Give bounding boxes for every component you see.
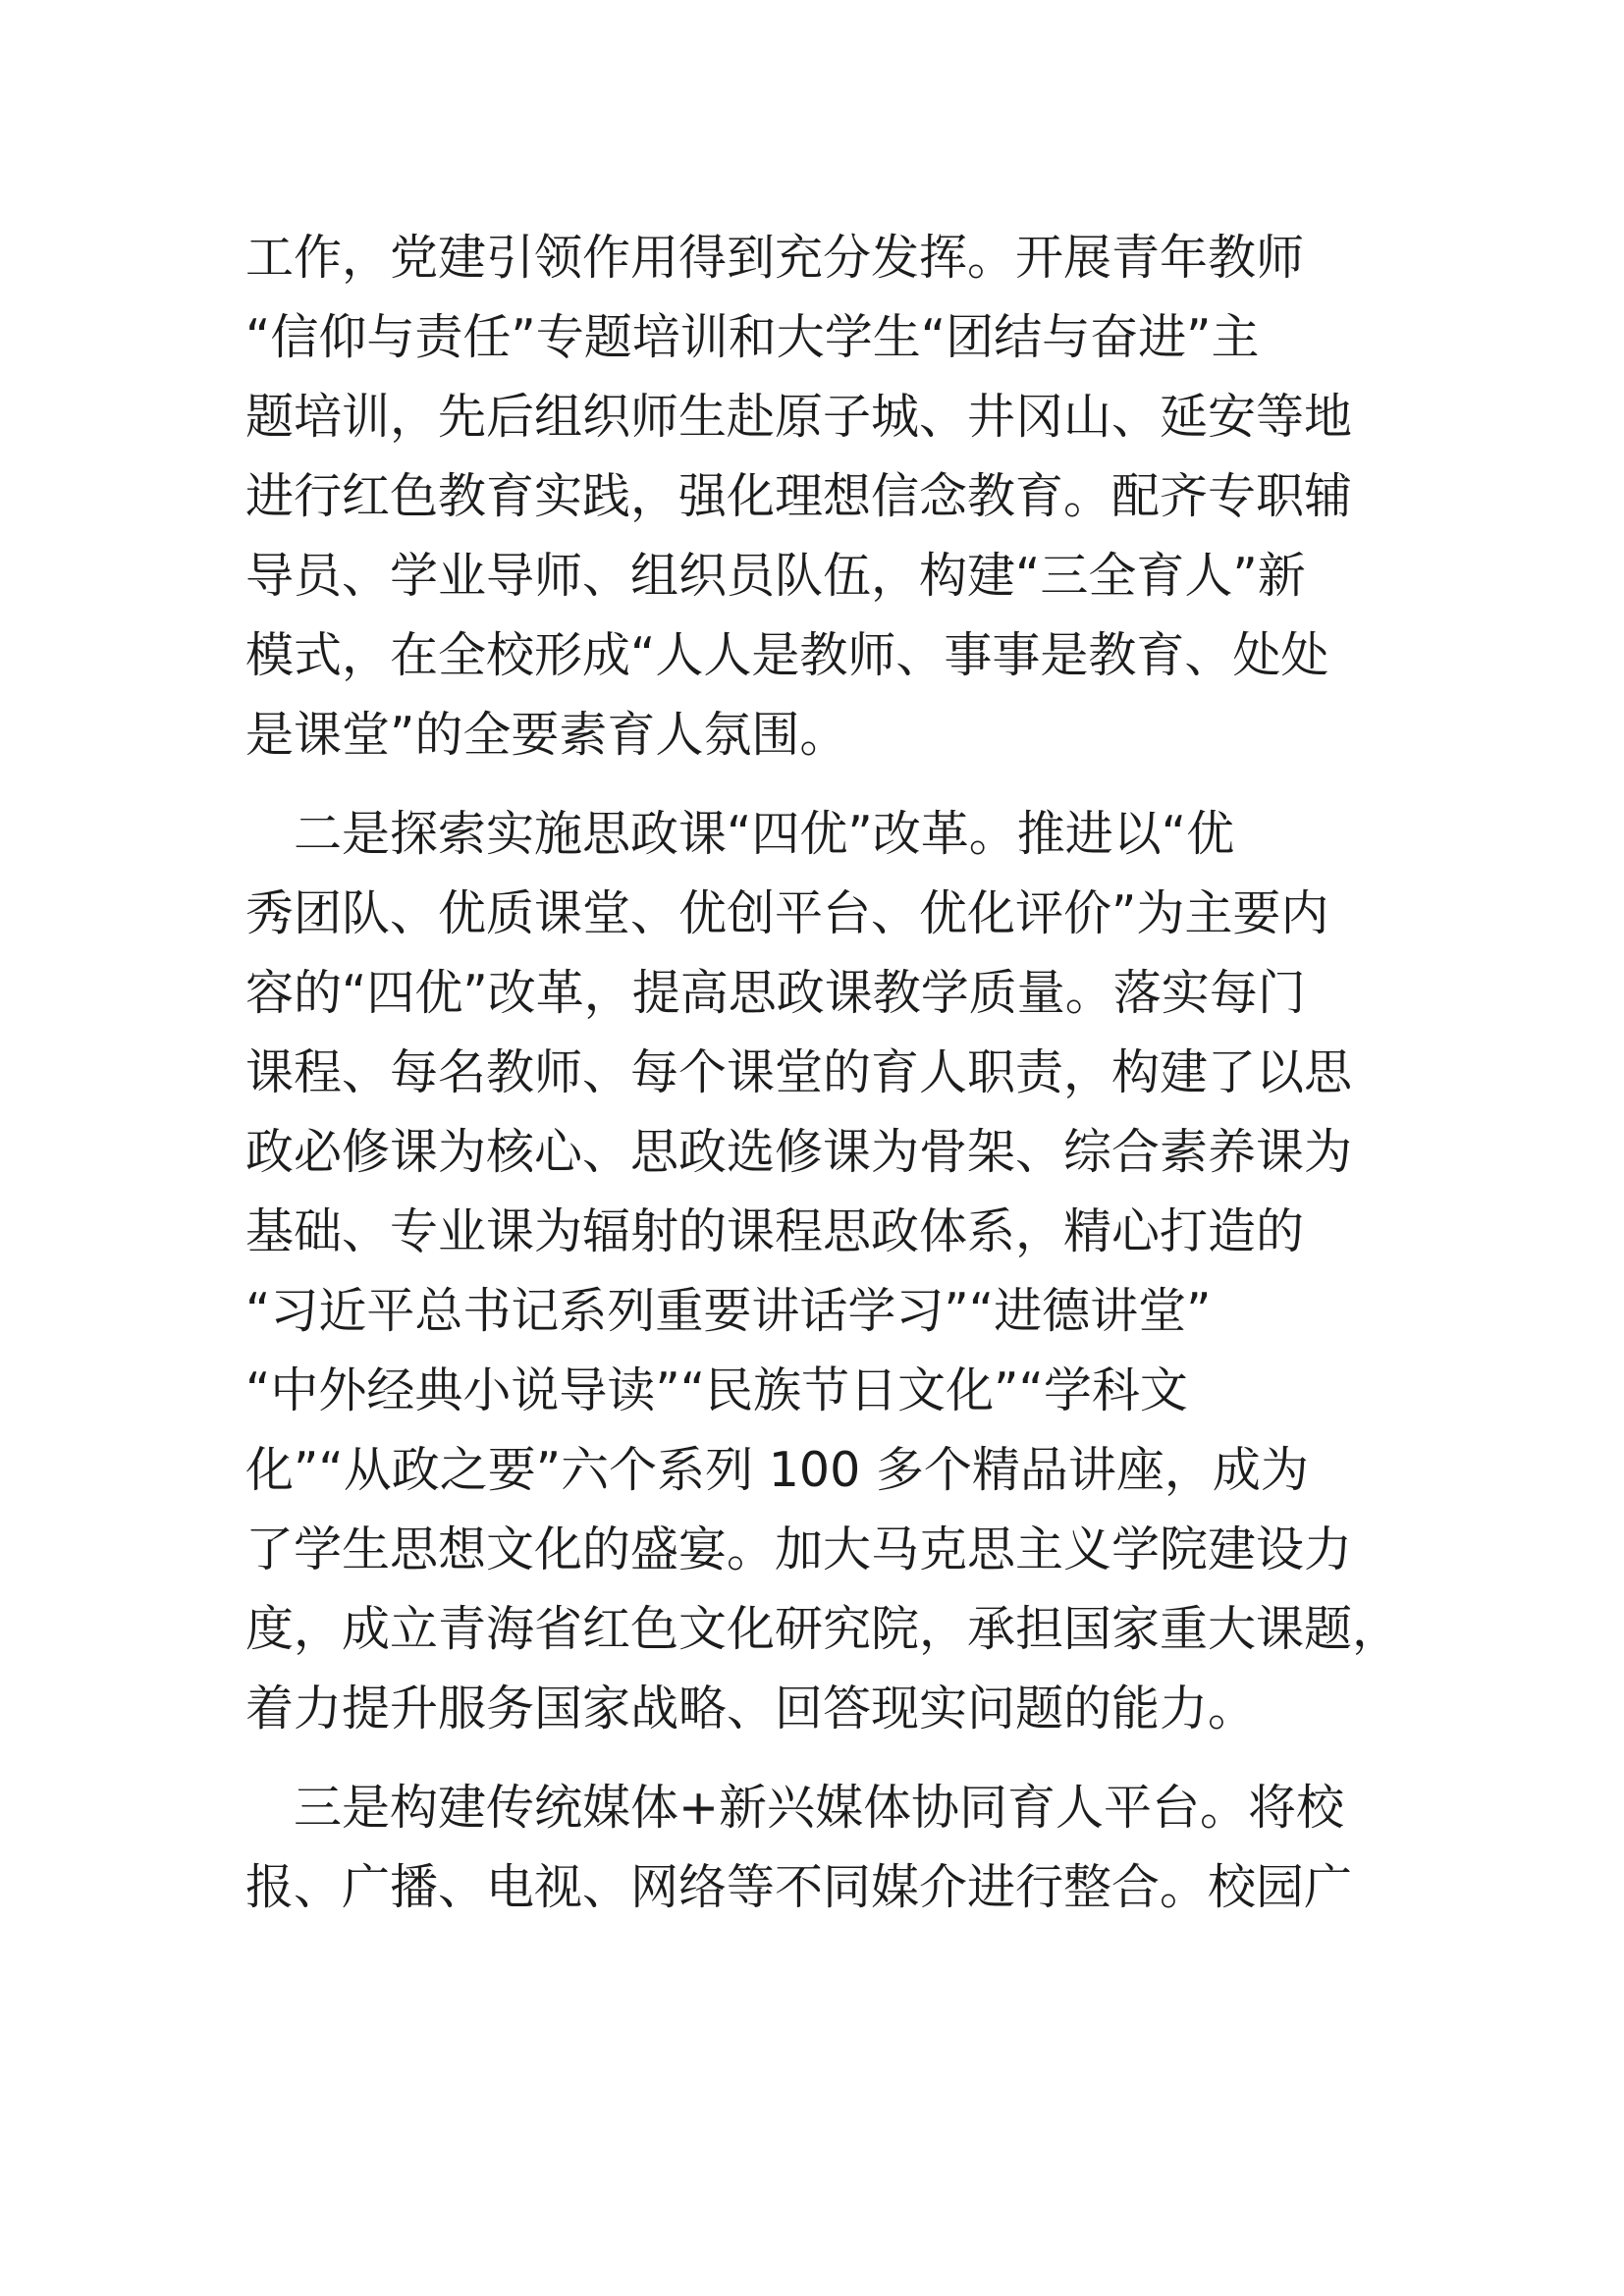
- text-line: 政必修课为核心、思政选修课为骨架、综合素养课为: [245, 1124, 1353, 1180]
- text-line: 工作，党建引领作用得到充分发挥。开展青年教师: [245, 230, 1305, 286]
- paragraph-3: [245, 1768, 1389, 1927]
- text-line: “习近平总书记系列重要讲话学习”“进德讲堂”: [245, 1283, 1212, 1339]
- paragraph-spacing: [245, 774, 1389, 794]
- text-line: 是课堂”的全要素育人氛围。: [245, 707, 848, 763]
- paragraph-spacing: [245, 1748, 1389, 1768]
- paragraph-2: [245, 794, 1401, 1748]
- text-line: “中外经典小说导读”“民族节日文化”“学科文: [245, 1362, 1188, 1418]
- text-line: 题培训，先后组织师生赴原子城、井冈山、延安等地: [245, 389, 1353, 445]
- text-line: 进行红色教育实践，强化理想信念教育。配齐专职辅: [245, 468, 1353, 524]
- text-line: 二是探索实施思政课“四优”改革。推进以“优: [245, 806, 1235, 862]
- text-line: 报、广播、电视、网络等不同媒介进行整合。校园广: [245, 1859, 1353, 1915]
- paragraph-1: [245, 218, 1389, 774]
- text-line: 着力提升服务国家战略、回答现实问题的能力。: [245, 1681, 1257, 1736]
- text-line: 度，成立青海省红色文化研究院，承担国家重大课题，: [245, 1601, 1401, 1657]
- body-text: [245, 218, 1401, 1927]
- text-line: 导员、学业导师、组织员队伍，构建“三全育人”新: [245, 548, 1306, 604]
- text-line: 课程、每名教师、每个课堂的育人职责，构建了以思: [245, 1044, 1353, 1100]
- text-line: “信仰与责任”专题培训和大学生“团结与奋进”主: [245, 309, 1260, 365]
- text-line: 秀团队、优质课堂、优创平台、优化评价”为主要内: [245, 885, 1329, 941]
- text-line: 容的“四优”改革，提高思政课教学质量。落实每门: [245, 965, 1306, 1021]
- text-line: 化”“从政之要”六个系列 100 多个精品讲座，成为: [245, 1442, 1309, 1498]
- text-line: 了学生思想文化的盛宴。加大马克思主义学院建设力: [245, 1522, 1353, 1577]
- text-line: 三是构建传统媒体+新兴媒体协同育人平台。将校: [245, 1780, 1345, 1836]
- text-line: 基础、专业课为辐射的课程思政体系，精心打造的: [245, 1203, 1305, 1259]
- text-line: 模式，在全校形成“人人是教师、事事是教育、处处: [245, 627, 1329, 683]
